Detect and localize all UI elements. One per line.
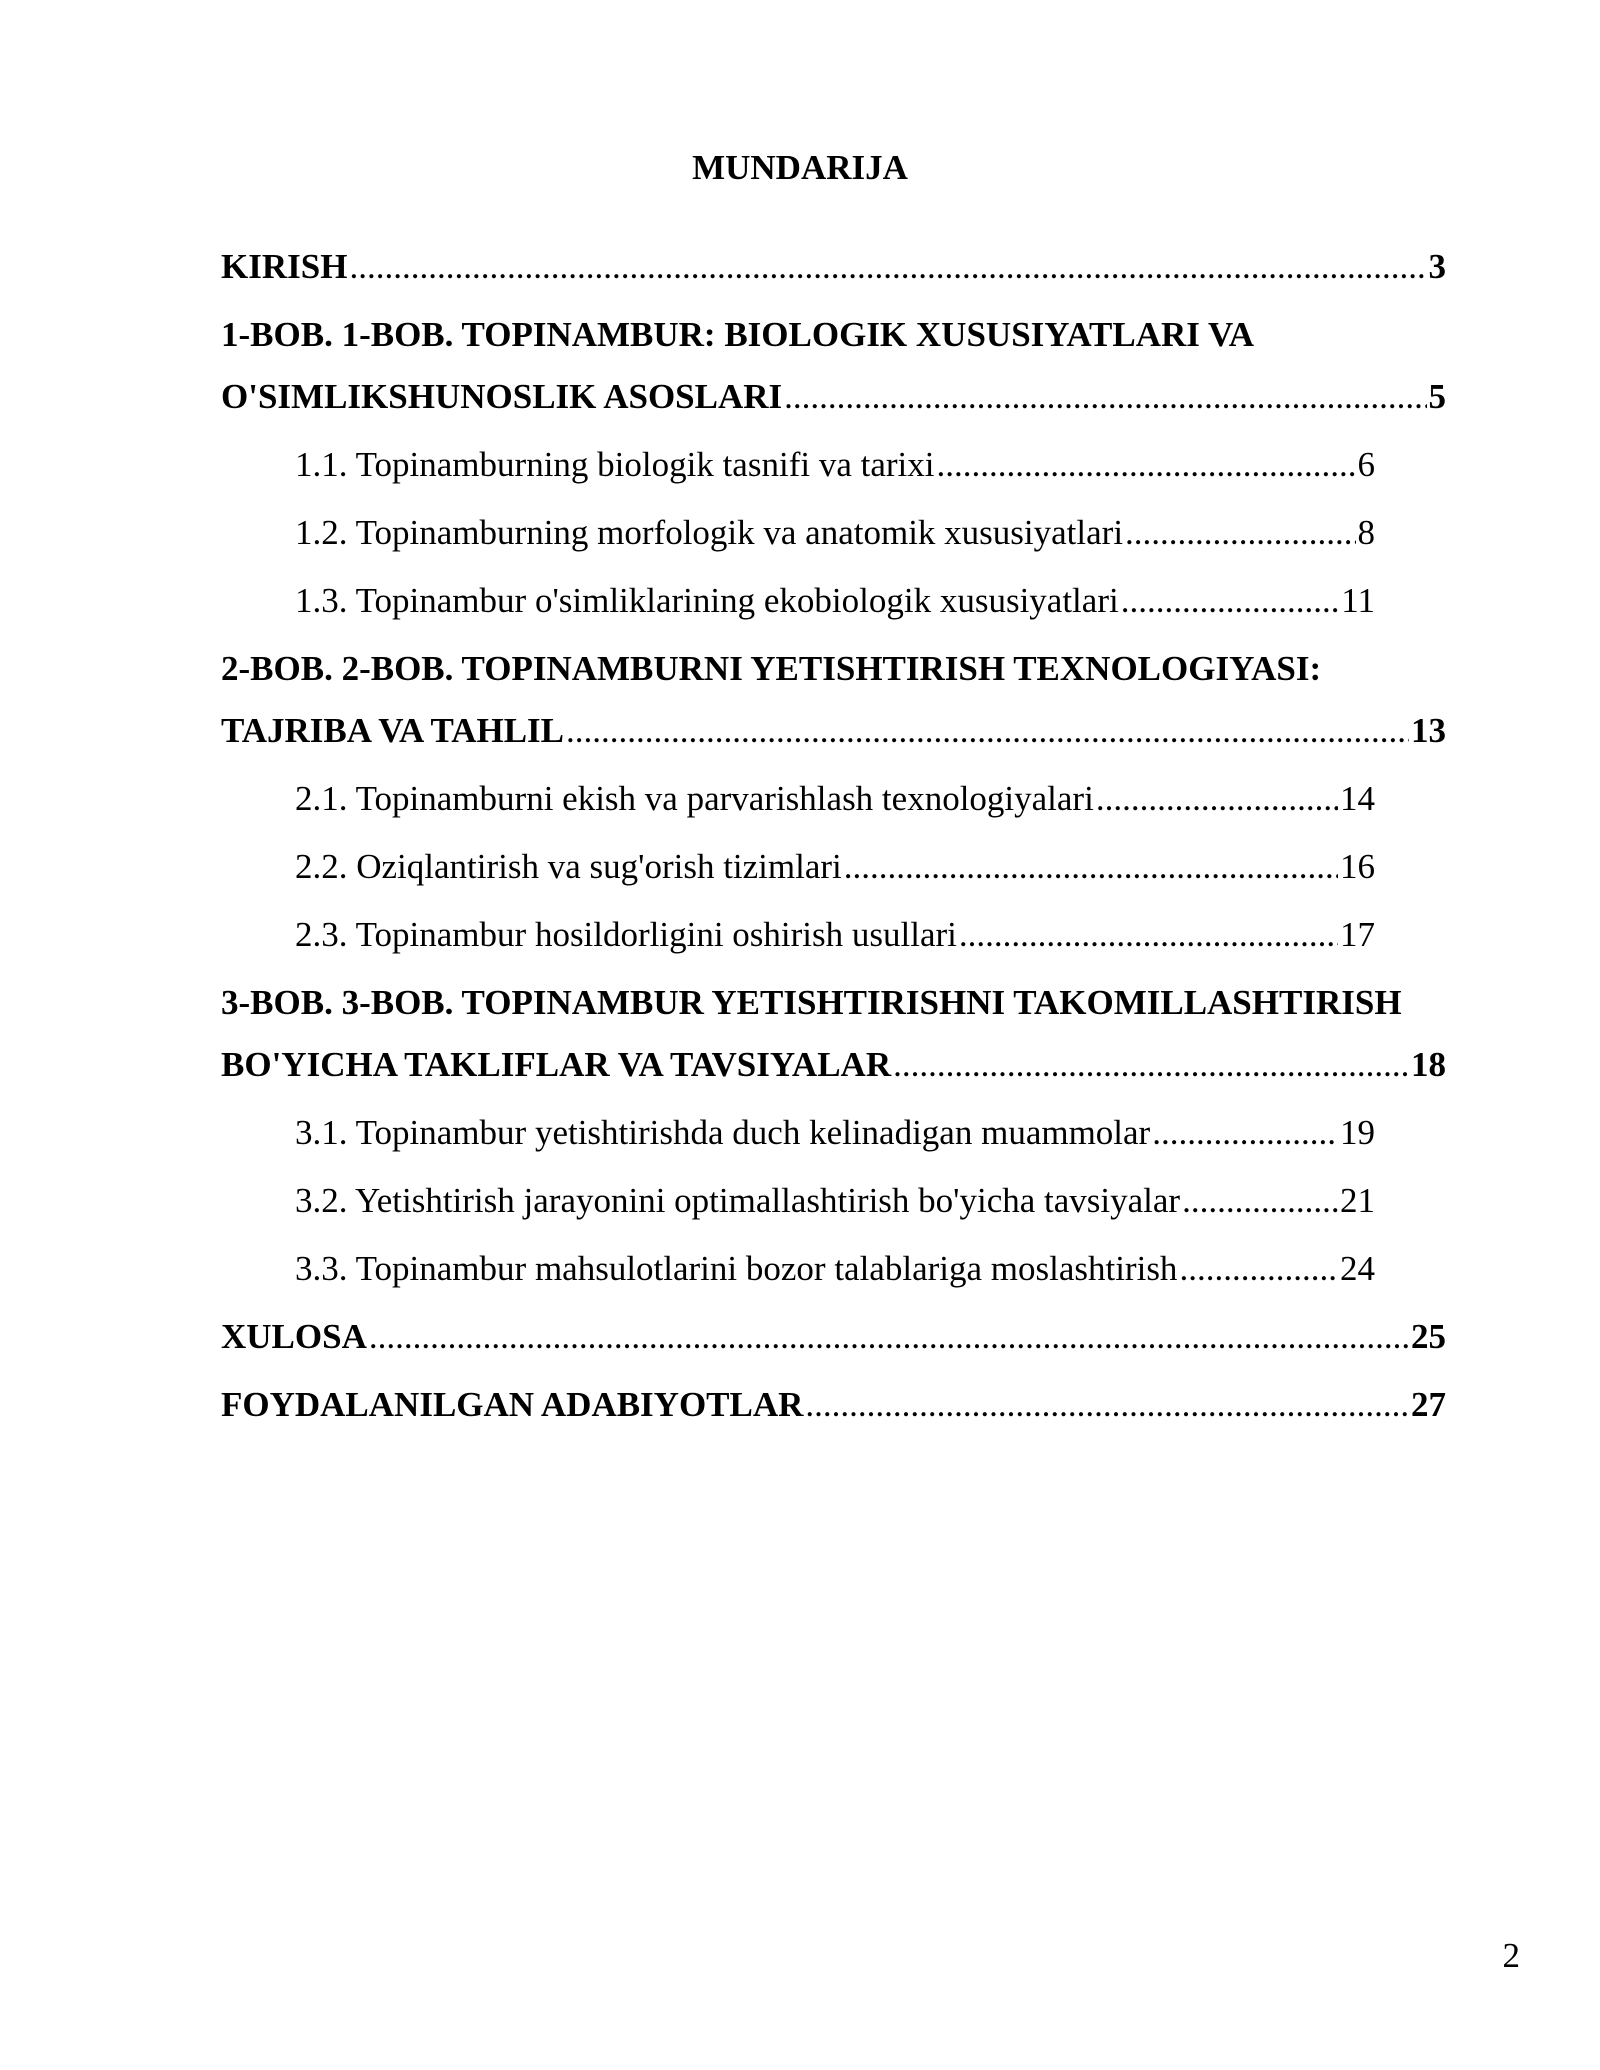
toc-page-number: 13: [1411, 711, 1446, 750]
toc-entry-label: 2.3. Topinambur hosildorligini oshirish usullari: [295, 915, 957, 954]
toc-page-number: 16: [1340, 847, 1375, 886]
toc-entry-label-line-1: 3-BOB. 3-BOB. TOPINAMBUR YETISHTIRISHNI TAKOMILLASHTIRISH: [221, 983, 1402, 1022]
toc-entry-label: 3.3. Topinambur mahsulotlarini bozor talablariga moslashtirish: [295, 1249, 1178, 1288]
toc-entry-section-2-2[interactable]: [295, 836, 1375, 898]
toc-page-number: 19: [1340, 1113, 1375, 1152]
toc-page-number: 21: [1340, 1181, 1375, 1220]
dot-leader: [1179, 1238, 1338, 1300]
dot-leader: [349, 236, 1426, 298]
dot-leader: [844, 836, 1338, 898]
dot-leader: [1121, 570, 1340, 632]
toc-entry-label: 2.2. Oziqlantirish va sug'orish tizimlari: [295, 847, 842, 886]
toc-entry-label-line-2: TAJRIBA VA TAHLIL: [221, 711, 565, 750]
toc-page-number: 3: [1428, 247, 1446, 286]
toc-entry-section-2-3[interactable]: [295, 904, 1375, 966]
toc-page-number: 11: [1341, 581, 1375, 620]
toc-entry-label: 3.2. Yetishtirish jarayonini optimallashtirish bo'yicha tavsiyalar: [295, 1181, 1181, 1220]
toc-entry-label-line-2: O'SIMLIKSHUNOSLIK ASOSLARI: [221, 377, 783, 416]
dot-leader: [1096, 768, 1338, 830]
dot-leader: [936, 434, 1355, 496]
toc-entry-section-3-1[interactable]: [295, 1102, 1375, 1164]
toc-entry-chapter-2[interactable]: [221, 638, 1446, 762]
toc-page-number: 17: [1340, 915, 1375, 954]
toc-entry-label-line-2: BO'YICHA TAKLIFLAR VA TAVSIYALAR: [221, 1045, 892, 1084]
dot-leader: [1125, 502, 1355, 564]
toc-page-number: 6: [1357, 445, 1375, 484]
toc-entry-chapter-3[interactable]: [221, 972, 1461, 1096]
toc-entry-section-2-1[interactable]: [295, 768, 1375, 830]
dot-leader: [566, 700, 1409, 762]
toc-entry-label: XULOSA: [221, 1317, 367, 1356]
toc-entry-label: 1.1. Topinamburning biologik tasnifi va tarixi: [295, 445, 935, 484]
toc-page-number: 18: [1411, 1045, 1446, 1084]
toc-entry-xulosa[interactable]: [221, 1306, 1446, 1368]
dot-leader: [784, 366, 1426, 428]
toc-entry-kirish[interactable]: [221, 236, 1446, 298]
toc-page-number: 8: [1357, 513, 1375, 552]
toc-entry-label: 2.1. Topinamburni ekish va parvarishlash texnologiyalari: [295, 779, 1094, 818]
table-of-contents: [0, 236, 1600, 1442]
dot-leader: [1182, 1170, 1338, 1232]
toc-entry-label: 3.1. Topinambur yetishtirishda duch kelinadigan muammolar: [295, 1113, 1151, 1152]
toc-entry-label: KIRISH: [221, 247, 348, 286]
toc-entry-label: 1.2. Topinamburning morfologik va anatomik xususiyatlari: [295, 513, 1124, 552]
dot-leader: [805, 1374, 1409, 1436]
dot-leader: [959, 904, 1338, 966]
toc-entry-section-3-2[interactable]: [295, 1170, 1375, 1232]
page-title: MUNDARIJA: [692, 148, 908, 187]
dot-leader: [893, 1034, 1409, 1096]
toc-entry-chapter-1[interactable]: [221, 304, 1446, 428]
dot-leader: [369, 1306, 1409, 1368]
toc-entry-label: FOYDALANILGAN ADABIYOTLAR: [221, 1385, 804, 1424]
toc-entry-adabiyotlar[interactable]: [221, 1374, 1446, 1436]
toc-page-number: 27: [1411, 1385, 1446, 1424]
toc-entry-section-1-1[interactable]: [295, 434, 1375, 496]
toc-entry-label-line-1: 1-BOB. 1-BOB. TOPINAMBUR: BIOLOGIK XUSUSIYATLARI VA: [221, 315, 1255, 354]
toc-page-number: 25: [1411, 1317, 1446, 1356]
toc-entry-section-3-3[interactable]: [295, 1238, 1375, 1300]
toc-entry-section-1-3[interactable]: [295, 570, 1375, 632]
toc-page-number: 5: [1428, 377, 1446, 416]
dot-leader: [1152, 1102, 1338, 1164]
toc-entry-section-1-2[interactable]: [295, 502, 1375, 564]
toc-page-number: 24: [1340, 1249, 1375, 1288]
toc-entry-label: 1.3. Topinambur o'simliklarining ekobiologik xususiyatlari: [295, 581, 1119, 620]
toc-page-number: 14: [1340, 779, 1375, 818]
toc-entry-label-line-1: 2-BOB. 2-BOB. TOPINAMBURNI YETISHTIRISH TEXNOLOGIYASI:: [221, 649, 1322, 688]
page-number: 2: [1502, 1936, 1520, 1975]
